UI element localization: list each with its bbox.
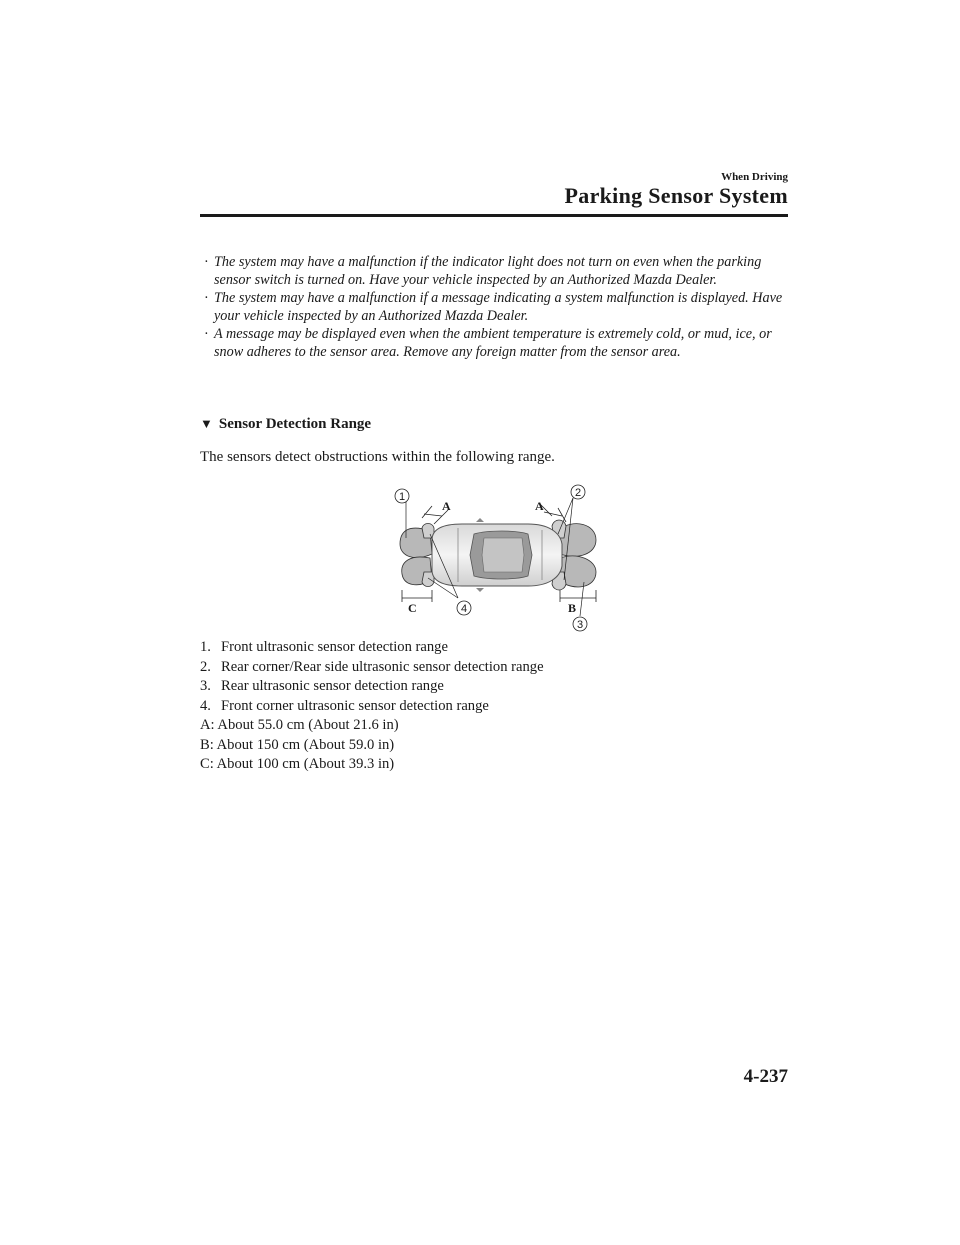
svg-text:4: 4 [460, 603, 468, 615]
sensor-range-diagram [388, 478, 608, 636]
legend-number: 3. [200, 678, 211, 694]
note-item [200, 290, 800, 325]
dimension-label-c: C [408, 601, 417, 615]
legend-text: Rear ultrasonic sensor detection range [221, 678, 444, 694]
note-item [200, 326, 800, 361]
legend-number: 4. [200, 697, 211, 714]
note-text: The system may have a malfunction if a message indicating a system malfunction is displayed. Have your vehicle inspected by an Authorized Mazda Dealer. [214, 290, 783, 324]
section-intro: The sensors detect obstructions within the following range. [200, 449, 555, 465]
diagram-legend [200, 638, 800, 775]
dimension-label-a: A [535, 499, 544, 513]
page-title: Parking Sensor System [564, 183, 788, 208]
page-number: 4-237 [743, 1066, 788, 1087]
section-heading-text: Sensor Detection Range [218, 416, 372, 432]
note-item [200, 254, 800, 289]
legend-item [200, 677, 800, 697]
note-list [200, 254, 800, 362]
title-divider [200, 214, 788, 217]
legend-text: Front ultrasonic sensor detection range [221, 639, 448, 655]
callout-3-icon [573, 617, 587, 631]
note-text: A message may be displayed even when the ambient temperature is extremely cold, or mud, ice, or snow adheres to the sensor area. Remove any foreign matter from the sensor area. [214, 326, 772, 360]
bullet-dot-icon: · [204, 254, 209, 270]
callout-4-icon [457, 601, 471, 615]
bullet-dot-icon: · [204, 290, 209, 306]
measurement-c: C: About 100 cm (About 39.3 in) [200, 756, 395, 772]
svg-text:3: 3 [576, 619, 584, 631]
note-text: The system may have a malfunction if the indicator light does not turn on even when the parking sensor switch is turned on. Have your vehicle inspected by an Authorized Mazda Dealer. [214, 254, 762, 288]
triangle-down-icon: ▼ [200, 416, 213, 431]
svg-text:1: 1 [398, 491, 406, 503]
dimension-label-b: B [568, 601, 577, 615]
measurement-b: B: About 150 cm (About 59.0 in) [200, 736, 395, 753]
callout-1-icon [395, 489, 409, 503]
legend-item [200, 697, 800, 717]
bullet-dot-icon: · [204, 326, 209, 342]
section-label: When Driving [721, 171, 788, 183]
dimension-label-a: A [442, 499, 451, 513]
section-heading [200, 416, 371, 433]
legend-item [200, 638, 800, 658]
legend-text: Rear corner/Rear side ultrasonic sensor detection range [221, 658, 544, 675]
legend-item [200, 658, 800, 678]
sensor-range-svg [388, 478, 608, 636]
svg-text:2: 2 [574, 487, 582, 499]
car-top-view [432, 518, 562, 592]
legend-text: Front corner ultrasonic sensor detection range [221, 697, 489, 714]
legend-number: 2. [200, 658, 211, 675]
legend-number: 1. [200, 639, 211, 655]
measurement-a: A: About 55.0 cm (About 21.6 in) [200, 717, 399, 733]
callout-2-icon [571, 485, 585, 499]
